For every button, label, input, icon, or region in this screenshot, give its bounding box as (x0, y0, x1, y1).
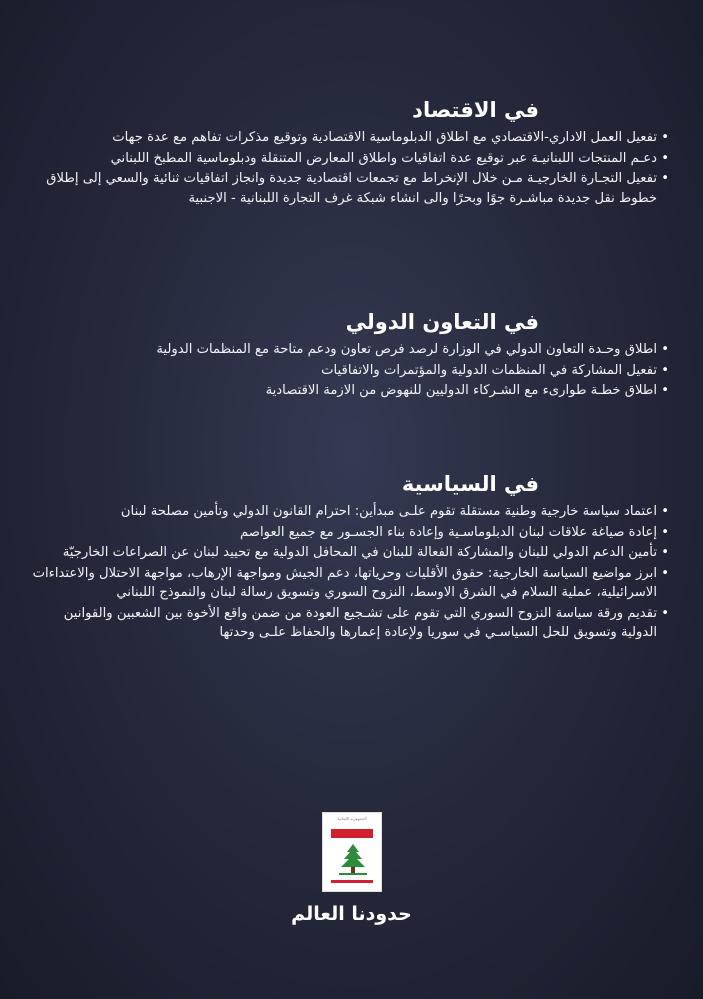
section-policy (29, 472, 669, 644)
emblem-red-stripe (331, 829, 373, 838)
cedar-tree-icon (335, 843, 371, 877)
list-item: • ابرز مواضيع السياسة الخارجية: حقوق الأقليات وحرياتها، دعم الجيش ومواجهة الإرهاب، مواجهة الاحتلال والاعتداءات الاسرائيلية، عملية السلام في الشرق الاوسط، النزوح السوري وتسويق رسالة لبنان والنموذج اللبناني (29, 564, 669, 603)
emblem-bottom-stripe (331, 880, 373, 883)
cooperation-list (29, 340, 669, 401)
cedar-emblem-icon (322, 812, 382, 892)
section-title-economy: في الاقتصاد (412, 98, 539, 122)
section-title-policy: في السياسية (401, 472, 539, 496)
list-item: • تقديم ورقة سياسة النزوح السوري التي تقوم على تشـجيع العودة من ضمن واقع الأخوة بين الشعبين والقوانين الدولية وتسويق للحل السياسـي في سوريا ولإعادة إعمارها والحفاظ علـى وحدتها (29, 604, 669, 643)
list-item: • تفعيل التجـارة الخارجيـة مـن خلال الإنخراط مع تجمعات اقتصادية جديدة وانجاز اتفاقيات ثنائية والسعي إلى إطلاق خطوط نقل جديدة مباشـرة جوًا وبحرًا والى انشاء شبكة غرف التجارة اللبنانية - الاجنبية (29, 169, 669, 208)
section-title-cooperation: في التعاون الدولي (345, 310, 539, 334)
list-item: • تأمين الدعم الدولي للبنان والمشاركة الفعالة للبنان في المحافل الدولية مع تحييد لبنان عن الصراعات الخارجيّة (29, 543, 669, 563)
list-item: • تفعيل العمل الاداري-الاقتصادي مع اطلاق الدبلوماسية الاقتصادية وتوقيع مذكرات تفاهم مع عدة جهات (29, 128, 669, 148)
list-item: • اطلاق وحـدة التعاون الدولي في الوزارة لرصد فرص تعاون ودعم متاحة مع المنظمات الدولية (29, 340, 669, 360)
list-item: • اطلاق خطـة طوارىء مع الشـركاء الدوليين للنهوض من الازمة الاقتصادية (29, 381, 669, 401)
footer-tagline: حدودنا العالم (291, 903, 412, 925)
policy-list (29, 502, 669, 643)
section-economy (29, 98, 669, 209)
list-item: • تفعيل المشاركة في المنظمات الدولية والمؤتمرات والاتفاقيات (29, 361, 669, 381)
list-item: • إعادة صياغة علاقات لبنان الدبلوماسـية وإعادة بناء الجسـور مع جميع العواصم (29, 523, 669, 543)
emblem-header-text: الجمهورية اللبنانية (337, 816, 367, 821)
list-item: • دعـم المنتجات اللبنانيـة عبر توقيع عدة اتفاقيات واطلاق المعارض المتنقلة ودبلوماسية المطبخ اللبناني (29, 149, 669, 169)
economy-list (29, 128, 669, 208)
list-item: • اعتماد سياسة خارجية وطنية مستقلة تقوم علـى مبدأين: احترام القانون الدولي وتأمين مصلحة لبنان (29, 502, 669, 522)
section-cooperation (29, 310, 669, 402)
